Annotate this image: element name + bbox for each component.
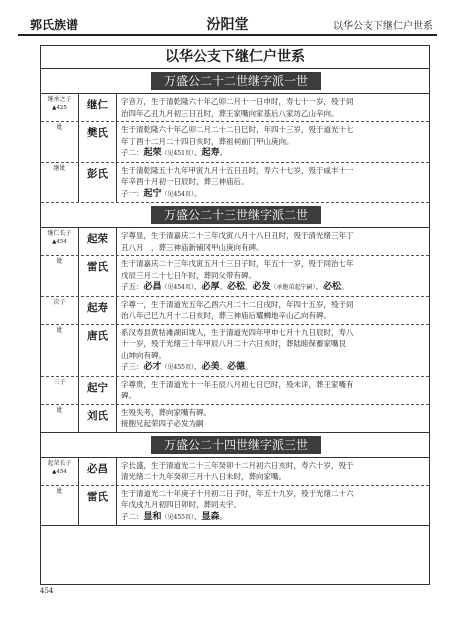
text-segment: 字长盛，生于清道光二十三年癸卯十二月初六日亥时，寿六十岁，殁于: [121, 460, 354, 470]
text-segment: 、: [193, 362, 202, 371]
relation-cell: [41, 486, 79, 526]
person-name: 起宁: [79, 377, 117, 404]
biography-text: [117, 122, 429, 162]
relation-cell: [41, 377, 79, 404]
text-segment: 子二：: [121, 511, 144, 521]
descendant-name: 起荣: [143, 148, 162, 158]
relation-label: 妣: [56, 124, 63, 131]
person-row: [41, 458, 429, 486]
text-segment: 子二：: [121, 148, 144, 157]
text-segment: 生于清嘉庆二十三年戊寅五月十三日子时，年五十一岁，殁于同治七年: [121, 259, 354, 268]
page-note: （见454页）: [161, 284, 194, 291]
biography-line: [121, 499, 426, 511]
biography-line: [121, 230, 426, 242]
biography-text: [117, 458, 429, 485]
person-row: [41, 163, 429, 204]
biography-text: [117, 256, 429, 296]
text-segment: 子一：: [121, 188, 144, 198]
text-segment: 生于清道光二十年庚子十月初二日子时，年五十九岁，殁于光绪二十六: [121, 488, 354, 498]
page-note: （承胞弟起宁嗣）: [270, 284, 316, 291]
descendant-name: 必厚: [201, 282, 220, 292]
text-segment: 系汉寿县黄牯滩湖田垅人，生于清道光四年甲申七月十九日辰时，寿八: [121, 327, 354, 337]
biography-line: [121, 281, 426, 294]
page-note: （见455页）: [161, 513, 194, 521]
relation-cell: [41, 405, 79, 432]
person-row: [41, 405, 429, 433]
text-segment: 生殁失考，葬向家嘴有碑。: [121, 407, 211, 417]
person-name: 樊氏: [79, 122, 117, 162]
person-row: [41, 486, 429, 527]
text-segment: 山坤向有碑。: [121, 350, 166, 360]
text-segment: 、: [193, 282, 202, 291]
biography-line: [121, 407, 426, 419]
generation-band-row: [41, 433, 429, 458]
person-row: [41, 228, 429, 256]
text-segment: 年戊戌九月初四日卯时，葬同夫宇。: [121, 500, 241, 509]
relation-label: 继仁长子: [47, 230, 72, 237]
biography-text: [117, 377, 429, 404]
biography-line: [121, 350, 426, 362]
biography-line: [121, 165, 426, 177]
relation-cell: [41, 297, 79, 324]
header-left: 郭氏族谱: [30, 18, 79, 32]
text-segment: 字音万，生于清乾隆六十年乙卯二月十一日申时，寿七十一岁，殁于同: [121, 97, 354, 106]
text-segment: 治四年乙丑九月初三日丑时，葬王家嘴向家基后八家坊乙山辛向。: [121, 108, 339, 118]
biography-text: [117, 94, 429, 121]
text-segment: 。: [193, 188, 202, 198]
biography-text: [117, 405, 429, 432]
relation-label: 妣: [56, 406, 63, 414]
biography-line: [121, 390, 426, 402]
biography-line: [121, 147, 426, 160]
person-name: 继仁: [79, 94, 117, 121]
text-segment: 、: [193, 511, 202, 521]
text-segment: 字尊贵，生于清道光十一年壬辰八月初七日巳时，殁未详，葬王家嘴有: [121, 379, 354, 389]
text-segment: 清光绪二十九年癸卯三月十八日未时，葬向家嘴。: [121, 472, 286, 481]
person-row: [41, 256, 429, 297]
person-row: [41, 325, 429, 377]
text-segment: 。: [219, 511, 227, 521]
genealogy-table: [40, 45, 430, 585]
header-center: 汾阳堂: [206, 17, 249, 33]
biography-line: [121, 338, 426, 350]
biography-line: [121, 299, 426, 311]
page-note: （见454页）: [161, 190, 194, 198]
biography-line: [121, 258, 426, 270]
text-segment: 字尊一，生于清道光五年乙酉六月二十二日戌时，年四十五岁，殁于同: [121, 299, 354, 309]
person-row: [41, 377, 429, 405]
biography-line: [121, 327, 426, 339]
person-name: 必昌: [79, 458, 117, 485]
biography-line: [121, 136, 426, 148]
text-segment: 。: [245, 362, 253, 371]
biography-line: [121, 471, 426, 483]
page-note: （见455页）: [161, 364, 194, 371]
header-right: 以华公支下继仁户世系: [333, 21, 433, 32]
text-segment: 、: [219, 362, 227, 371]
text-segment: 、: [245, 282, 253, 291]
relation-label: 三子: [53, 378, 66, 386]
biography-line: [121, 460, 426, 472]
person-name: 刘氏: [79, 405, 117, 432]
biography-line: [121, 96, 426, 108]
relation-cell: [41, 94, 79, 121]
biography-text: [117, 325, 429, 376]
descendant-name: 必昌: [143, 282, 162, 292]
descendant-name: 显森: [201, 511, 220, 522]
descendant-name: 必美: [201, 362, 220, 372]
text-segment: 子五：: [121, 282, 144, 291]
person-name: 唐氏: [79, 325, 117, 376]
biography-line: [121, 242, 426, 254]
relation-label: 继妣: [53, 164, 66, 172]
biography-line: [121, 124, 426, 136]
text-segment: 丑八月 ，葬三神庙新铺冈甲山庚向有碑。: [121, 242, 264, 252]
biography-text: [117, 486, 429, 526]
descendant-name: 必松: [226, 282, 245, 292]
biography-text: [117, 228, 429, 255]
text-segment: 子三：: [121, 362, 144, 371]
text-segment: 碑。: [121, 391, 136, 400]
biography-text: [117, 163, 429, 203]
relation-label: 妣: [56, 258, 63, 265]
relation-cell: [41, 256, 79, 296]
biography-line: [121, 379, 426, 391]
sections-container: [41, 69, 429, 526]
relation-label: 起荣长子: [47, 459, 72, 467]
page-reference: ▲454: [52, 239, 67, 245]
descendant-name: 必才: [143, 362, 162, 372]
relation-label: 妣: [56, 326, 63, 334]
person-row: [41, 122, 429, 163]
relation-cell: [41, 458, 79, 485]
biography-line: [121, 310, 426, 322]
biography-line: [121, 511, 426, 524]
relation-label: 次子: [53, 298, 66, 306]
generation-band: 万盛公二十二世继字派一世: [151, 72, 321, 90]
relation-cell: [41, 228, 79, 255]
relation-label: 妣: [56, 487, 63, 495]
relation-cell: [41, 122, 79, 162]
biography-line: [121, 418, 426, 430]
descendant-name: 起寿: [201, 148, 220, 158]
page-header: [18, 14, 437, 36]
biography-text: [117, 297, 429, 324]
text-segment: 十一岁，殁于光绪三十年甲辰八月二十六日亥时，葬陆睦保蓄家嘴艮: [121, 339, 346, 348]
text-segment: 。: [219, 148, 227, 157]
page-reference: ▲425: [52, 105, 67, 111]
generation-band: 万盛公二十三世继字派二世: [151, 206, 321, 224]
descendant-name: 显和: [143, 511, 162, 522]
text-segment: 、: [219, 282, 227, 291]
descendant-name: 起宁: [143, 188, 162, 199]
relation-cell: [41, 163, 79, 203]
relation-cell: [41, 325, 79, 376]
text-segment: 字尊显，生于清嘉庆二十三年戊寅八月十八日丑时，殁于清光绪三年丁: [121, 231, 354, 240]
text-segment: 生于清乾隆五十九年甲寅九月十五日丑时，寿六十七岁，殁于咸丰十一: [121, 165, 354, 175]
biography-line: [121, 488, 426, 500]
biography-line: [121, 108, 426, 120]
page-number: 454: [40, 587, 54, 595]
biography-line: [121, 361, 426, 374]
text-segment: 戊辰三月二十七日午时，葬同父带有碑。: [121, 270, 256, 280]
text-segment: 、: [315, 282, 324, 291]
text-segment: 年辛酉十月初一日辰时，葬三神庙后。: [121, 177, 249, 186]
generation-band-row: [41, 203, 429, 228]
text-segment: 。: [341, 282, 349, 291]
generation-band: 万盛公二十四世继字派三世: [151, 436, 321, 454]
biography-line: [121, 270, 426, 282]
person-row: [41, 297, 429, 325]
biography-line: [121, 188, 426, 201]
text-segment: 、: [193, 148, 202, 157]
person-name: 起荣: [79, 228, 117, 255]
descendant-name: 必松: [323, 282, 342, 292]
biography-line: [121, 176, 426, 188]
relation-label: 继承之子: [47, 96, 72, 103]
descendant-name: 必德: [226, 362, 245, 372]
page-reference: ▲454: [52, 468, 67, 475]
text-segment: 治八年己巳九月十二日亥时，葬三神庙后耀蛳地辛山乙向有碑。: [121, 311, 331, 320]
person-name: 起寿: [79, 297, 117, 324]
person-name: 雷氏: [79, 486, 117, 526]
person-name: 雷氏: [79, 256, 117, 296]
text-segment: 生于清乾隆六十年乙卯二月二十二日巳时，年四十三岁，殁于道光十七: [121, 125, 354, 134]
text-segment: 年丁酉十二月二十四日亥时，葬祖祠前门甲山庚向。: [121, 136, 294, 146]
text-segment: 接胞兄起荣四子必发为嗣: [121, 419, 204, 428]
person-row: [41, 94, 429, 122]
person-name: 彭氏: [79, 163, 117, 203]
generation-band-row: [41, 69, 429, 94]
page-note: （见451页）: [161, 150, 194, 157]
descendant-name: 必发: [252, 282, 271, 292]
document-title: 以华公支下继仁户世系: [41, 46, 429, 69]
